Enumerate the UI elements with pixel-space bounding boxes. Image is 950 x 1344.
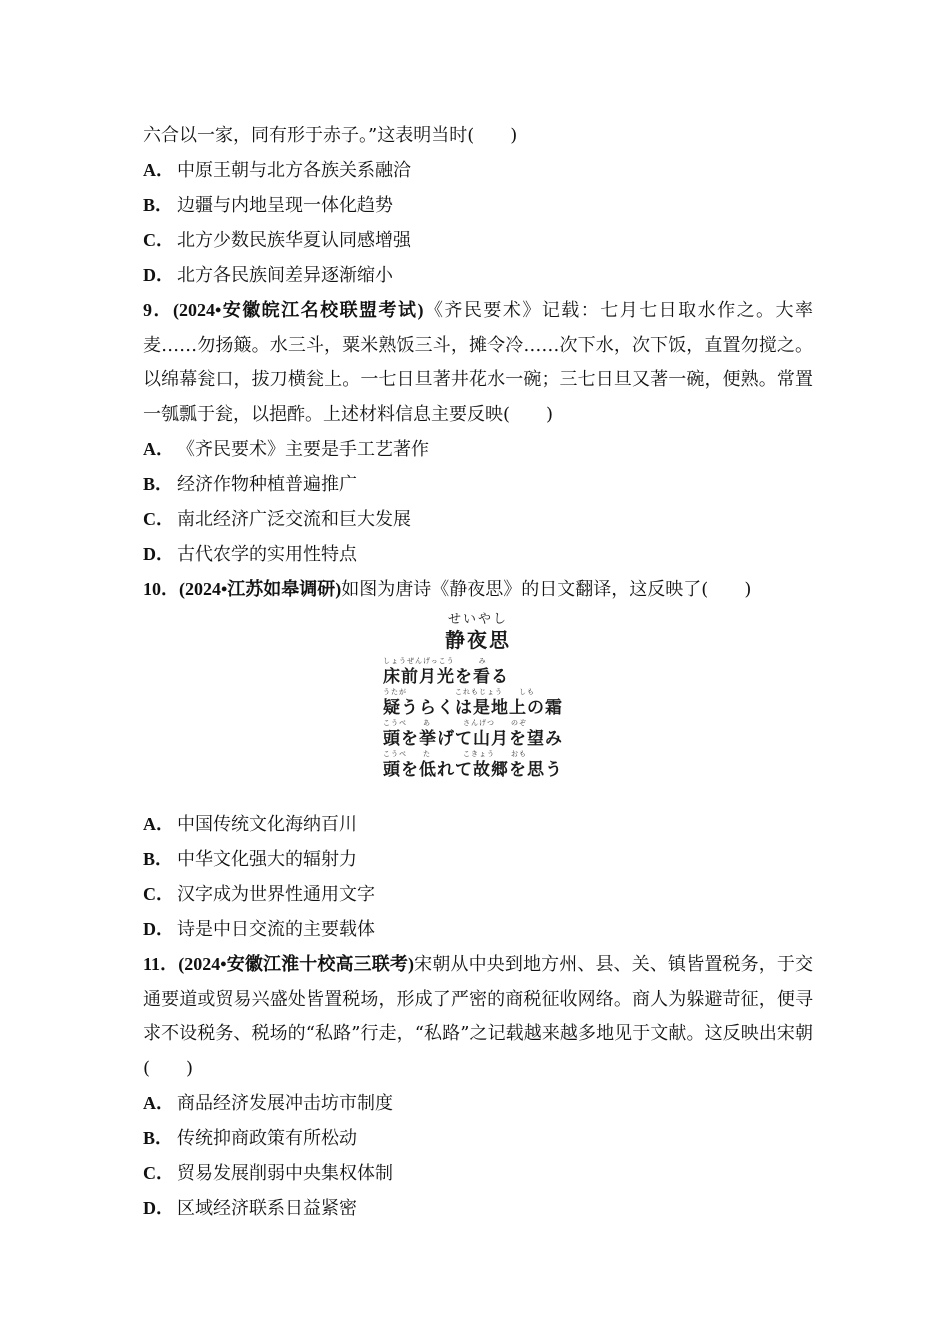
question-9-option-c[interactable] — [143, 502, 813, 537]
option-letter: D． — [143, 265, 174, 285]
question-11-option-c[interactable] — [143, 1156, 813, 1191]
question-11-stem — [143, 947, 813, 1086]
question-9-option-d[interactable] — [143, 537, 813, 572]
question-10-option-c[interactable] — [143, 877, 813, 912]
poem-verse: 頭を低れて故郷を思う — [383, 760, 563, 780]
question-8-option-a[interactable] — [143, 153, 813, 188]
option-letter: C． — [143, 1163, 174, 1183]
question-source: (2024•安徽皖江名校联盟考试) — [172, 300, 424, 320]
document-content — [143, 118, 813, 1226]
poem-verse-ruby: うたが これもじょう しも — [383, 688, 535, 696]
question-text: 宋朝从中央到地方州、县、关、镇皆置税务，于交通要道或贸易兴盛处皆置税场，形成了严密的商税征收网络。商人为躲避苛征，便寻求不设税务、税场的“私路”行走，“私路”之记载越来越多地见于文献。这反映出宋朝( ) — [143, 954, 813, 1079]
question-10-option-d[interactable] — [143, 912, 813, 947]
question-8-option-c[interactable] — [143, 223, 813, 258]
question-source: (2024•安徽江淮十校高三联考) — [178, 954, 415, 974]
question-10-option-b[interactable] — [143, 842, 813, 877]
option-text: 汉字成为世界性通用文字 — [177, 884, 375, 905]
poem-verse-ruby: こうべ あ さんげつ のぞ — [383, 719, 527, 727]
option-letter: B． — [143, 474, 174, 494]
option-text: 北方各民族间差异逐渐缩小 — [177, 265, 393, 286]
question-11-option-b[interactable] — [143, 1121, 813, 1156]
question-number: 9． — [143, 300, 173, 320]
question-number: 10． — [143, 579, 179, 599]
question-11-option-a[interactable] — [143, 1086, 813, 1121]
option-text: 边疆与内地呈现一体化趋势 — [177, 195, 393, 216]
option-text: 中华文化强大的辐射力 — [177, 849, 357, 870]
poem-figure — [143, 607, 813, 807]
option-text: 诗是中日交流的主要载体 — [177, 919, 375, 940]
poem-title: 静夜思 — [445, 628, 511, 652]
option-letter: D． — [143, 1198, 174, 1218]
option-text: 经济作物种植普遍推广 — [177, 474, 357, 495]
question-9-stem — [143, 293, 813, 432]
option-letter: C． — [143, 230, 174, 250]
option-letter: D． — [143, 544, 174, 564]
option-text: 古代农学的实用性特点 — [177, 544, 357, 565]
option-text: 北方少数民族华夏认同感增强 — [177, 230, 411, 251]
question-10-stem — [143, 572, 813, 607]
option-text: 商品经济发展冲击坊市制度 — [177, 1093, 393, 1114]
question-number: 11． — [143, 954, 179, 974]
poem-verse: 頭を挙げて山月を望み — [383, 729, 563, 749]
option-letter: A． — [143, 1093, 174, 1113]
question-11-option-d[interactable] — [143, 1191, 813, 1226]
question-source: (2024•江苏如皋调研) — [179, 579, 342, 599]
option-text: 传统抑商政策有所松动 — [177, 1128, 357, 1149]
option-text: 南北经济广泛交流和巨大发展 — [177, 509, 411, 530]
option-letter: C． — [143, 509, 174, 529]
question-text: 《齐民要术》记载：七月七日取水作之。大率麦……勿扬簸。水三斗，粟米熟饭三斗，摊令冷……次下水，次下饭，直置勿搅之。以绵幕瓮口，拔刀横瓮上。一七日旦著井花水一碗；三七日旦又著一碗，便熟。常置一瓠瓢于瓮，以挹酢。上述材料信息主要反映( ) — [143, 300, 813, 425]
question-9-option-b[interactable] — [143, 467, 813, 502]
option-text: 区域经济联系日益紧密 — [177, 1198, 357, 1219]
question-10-option-a[interactable] — [143, 807, 813, 842]
option-letter: A． — [143, 814, 174, 834]
poem-verse-ruby: こうべ た こきょう おも — [383, 750, 527, 758]
option-letter: B． — [143, 195, 174, 215]
option-letter: A． — [143, 439, 174, 459]
poem-verse-ruby: しょうぜんげっこう み — [383, 657, 487, 665]
poem-title-ruby: せいやし — [447, 612, 508, 627]
option-text: 中国传统文化海纳百川 — [177, 814, 357, 835]
question-text: 如图为唐诗《静夜思》的日文翻译，这反映了( ) — [341, 579, 752, 600]
option-text: 中原王朝与北方各族关系融洽 — [177, 160, 411, 181]
option-letter: B． — [143, 1128, 174, 1148]
poem-verse: 疑うらくは是地上の霜 — [383, 698, 563, 718]
question-9-option-a[interactable] — [143, 432, 813, 467]
option-letter: C． — [143, 884, 174, 904]
option-text: 贸易发展削弱中央集权体制 — [177, 1163, 393, 1184]
question-8-option-d[interactable] — [143, 258, 813, 293]
option-letter: D． — [143, 919, 174, 939]
option-letter: B． — [143, 849, 174, 869]
option-letter: A． — [143, 160, 174, 180]
option-text: 《齐民要术》主要是手工艺著作 — [177, 439, 429, 460]
question-8-stem-end: 六合以一家，同有形于赤子。”这表明当时( ) — [143, 125, 518, 146]
question-8-option-b[interactable] — [143, 188, 813, 223]
japanese-poem-image — [383, 613, 573, 781]
poem-verse: 床前月光を看る — [383, 667, 509, 687]
